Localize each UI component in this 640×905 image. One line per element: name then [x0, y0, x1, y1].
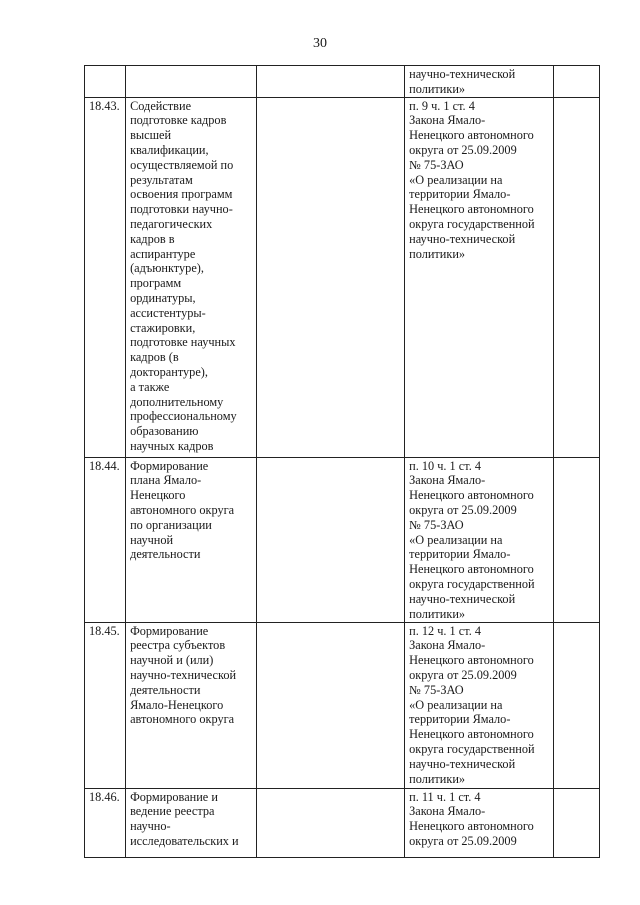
legal-basis-line: округа от 25.09.2009 — [409, 142, 517, 157]
legal-basis-line: округа от 25.09.2009 — [409, 502, 517, 517]
row-number-cell: 18.46. — [85, 788, 126, 857]
power-name-line: деятельности — [130, 547, 201, 562]
legal-basis-line: округа государственной — [409, 741, 535, 756]
table-row — [85, 788, 600, 857]
table-row — [85, 622, 600, 788]
power-name-line: подготовке научных — [130, 335, 236, 350]
power-name-line: образованию — [130, 424, 199, 439]
power-name-line: профессиональному — [130, 409, 237, 424]
legal-basis-line: Закона Ямало- — [409, 113, 486, 128]
power-name-line: исследовательских и — [130, 833, 239, 848]
empty-cell — [256, 97, 404, 457]
power-name-line: кадров в — [130, 231, 175, 246]
empty-cell — [553, 622, 599, 788]
row-number-cell: 18.43. — [85, 97, 126, 457]
legal-basis-line: «О реализации на — [409, 172, 503, 187]
powers-table — [84, 65, 600, 858]
legal-basis-line: Ненецкого автономного — [409, 653, 534, 668]
power-name-line: по организации — [130, 517, 212, 532]
legal-basis-line: Закона Ямало- — [409, 473, 486, 488]
empty-cell — [553, 788, 599, 857]
legal-basis-line: Ненецкого автономного — [409, 727, 534, 742]
power-name-line: Формирование — [130, 458, 209, 473]
legal-basis-line: научно-технической — [409, 756, 516, 771]
power-name-line: Формирование и — [130, 789, 218, 804]
power-name-line: автономного округа — [130, 712, 235, 727]
legal-basis-line: научно-технической — [409, 591, 516, 606]
empty-cell — [256, 66, 404, 98]
power-name-line: высшей — [130, 128, 172, 143]
power-name-cell — [126, 788, 257, 857]
power-name-line: научной и (или) — [130, 653, 214, 668]
power-name-line: (адъюнктуре), — [130, 261, 204, 276]
legal-basis-line: политики» — [409, 771, 466, 786]
legal-basis-line: Закона Ямало- — [409, 804, 486, 819]
power-name-line: квалификации, — [130, 142, 209, 157]
power-name-line: программ — [130, 276, 182, 291]
legal-basis-line: территории Ямало- — [409, 187, 511, 202]
power-name-line: ассистентуры- — [130, 305, 206, 320]
legal-basis-cell — [405, 457, 553, 622]
row-number-cell — [85, 66, 126, 98]
legal-basis-line: «О реализации на — [409, 697, 503, 712]
legal-basis-line: п. 11 ч. 1 ст. 4 — [409, 789, 481, 804]
row-number-cell: 18.44. — [85, 457, 126, 622]
legal-basis-line: п. 9 ч. 1 ст. 4 — [409, 98, 475, 113]
legal-basis-line: Ненецкого автономного — [409, 819, 534, 834]
empty-cell — [256, 788, 404, 857]
legal-basis-line: № 75-ЗАО — [409, 517, 464, 532]
legal-basis-line: № 75-ЗАО — [409, 157, 464, 172]
legal-basis-line: научно-технической — [409, 67, 516, 81]
power-name-line: докторантуре), — [130, 364, 208, 379]
legal-basis-line: территории Ямало- — [409, 547, 511, 562]
row-number-cell: 18.45. — [85, 622, 126, 788]
power-name-line: Формирование — [130, 623, 209, 638]
legal-basis-line: п. 10 ч. 1 ст. 4 — [409, 458, 481, 473]
power-name-line: Содействие — [130, 98, 192, 113]
power-name-line: подготовки научно- — [130, 202, 233, 217]
legal-basis-line: округа государственной — [409, 576, 535, 591]
legal-basis-cell — [405, 66, 553, 98]
power-name-line: подготовке кадров — [130, 113, 227, 128]
legal-basis-line: № 75-ЗАО — [409, 682, 464, 697]
power-name-line: Ямало-Ненецкого — [130, 697, 224, 712]
legal-basis-line: «О реализации на — [409, 532, 503, 547]
legal-basis-line: научно-технической — [409, 231, 516, 246]
legal-basis-line: политики» — [409, 246, 466, 261]
legal-basis-line: политики» — [409, 81, 466, 96]
power-name-cell — [126, 457, 257, 622]
power-name-line: аспирантуре — [130, 246, 196, 261]
legal-basis-line: Ненецкого автономного — [409, 128, 534, 143]
power-name-line: стажировки, — [130, 320, 196, 335]
power-name-line: педагогических — [130, 216, 213, 231]
table-row — [85, 457, 600, 622]
power-name-line: реестра субъектов — [130, 638, 226, 653]
legal-basis-line: округа государственной — [409, 216, 535, 231]
power-name-cell — [126, 97, 257, 457]
power-name-line: научных кадров — [130, 438, 214, 453]
power-name-line: плана Ямало- — [130, 473, 202, 488]
legal-basis-line: округа от 25.09.2009 — [409, 667, 517, 682]
power-name-line: ординатуры, — [130, 290, 196, 305]
power-name-line: Ненецкого — [130, 488, 186, 503]
table-row — [85, 66, 600, 98]
power-name-line: научно- — [130, 819, 171, 834]
power-name-line: кадров (в — [130, 350, 179, 365]
power-name-cell — [126, 66, 257, 98]
legal-basis-line: Закона Ямало- — [409, 638, 486, 653]
power-name-line: деятельности — [130, 682, 201, 697]
power-name-cell — [126, 622, 257, 788]
legal-basis-cell — [405, 97, 553, 457]
legal-basis-line: округа от 25.09.2009 — [409, 833, 517, 848]
page-number: 30 — [313, 36, 327, 51]
power-name-line: осуществляемой по — [130, 157, 234, 172]
empty-cell — [553, 457, 599, 622]
table-row — [85, 97, 600, 457]
empty-cell — [256, 457, 404, 622]
legal-basis-line: территории Ямало- — [409, 712, 511, 727]
power-name-line: научно-технической — [130, 667, 237, 682]
legal-basis-cell — [405, 622, 553, 788]
empty-cell — [256, 622, 404, 788]
legal-basis-line: Ненецкого автономного — [409, 202, 534, 217]
power-name-line: а также — [130, 379, 170, 394]
legal-basis-line: п. 12 ч. 1 ст. 4 — [409, 623, 481, 638]
legal-basis-cell — [405, 788, 553, 857]
power-name-line: освоения программ — [130, 187, 233, 202]
legal-basis-line: Ненецкого автономного — [409, 488, 534, 503]
empty-cell — [553, 66, 599, 98]
power-name-line: научной — [130, 532, 174, 547]
legal-basis-line: политики» — [409, 606, 466, 621]
power-name-line: дополнительному — [130, 394, 224, 409]
power-name-line: ведение реестра — [130, 804, 215, 819]
legal-basis-line: Ненецкого автономного — [409, 562, 534, 577]
power-name-line: автономного округа — [130, 502, 235, 517]
empty-cell — [553, 97, 599, 457]
power-name-line: результатам — [130, 172, 193, 187]
